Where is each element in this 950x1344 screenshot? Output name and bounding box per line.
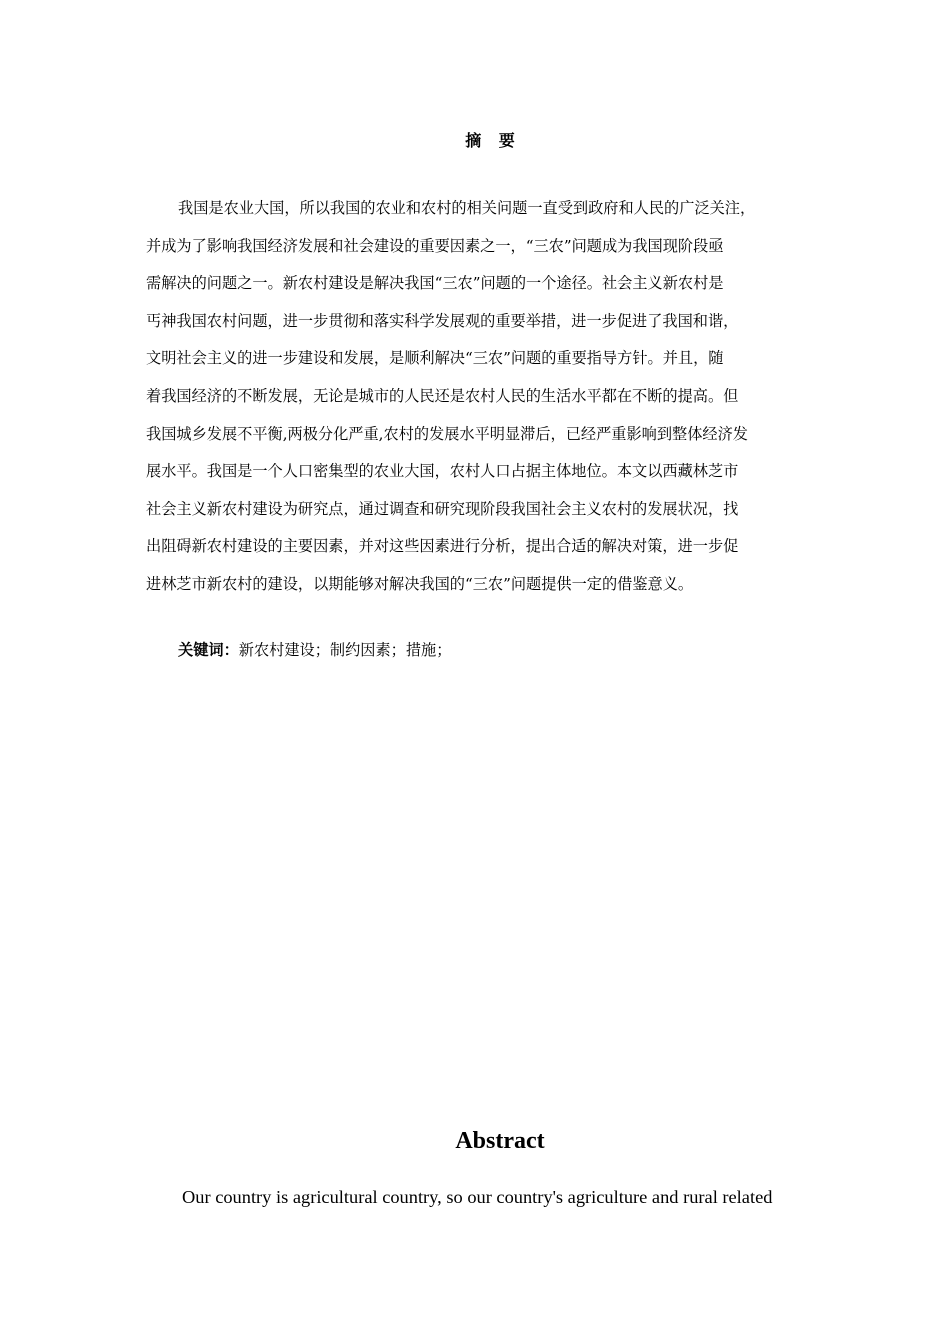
- abstract-line: 我国是农业大国，所以我国的农业和农村的相关问题一直受到政府和人民的广泛关注，: [178, 199, 756, 217]
- abstract-line: 出阻碍新农村建设的主要因素，并对这些因素进行分析，提出合适的解决对策，进一步促: [146, 537, 739, 556]
- abstract-line: 着我国经济的不断发展，无论是城市的人民还是农村人民的生活水平都在不断的提高。但: [146, 386, 739, 405]
- abstract-line: 展水平。我国是一个人口密集型的农业大国，农村人口占据主体地位。本文以西藏林芝市: [146, 462, 739, 481]
- english-abstract-title: Abstract: [455, 1128, 545, 1154]
- abstract-line: 并成为了影响我国经济发展和社会建设的重要因素之一，“三农”问题成为我国现阶段亟: [146, 236, 724, 255]
- abstract-line: 丐神我国农村问题，进一步贯彻和落实科学发展观的重要举措，进一步促进了我国和谐，: [146, 311, 739, 330]
- abstract-line: 社会主义新农村建设为研究点，通过调查和研究现阶段我国社会主义农村的发展状况，找: [146, 499, 739, 518]
- abstract-line: 进林芝市新农村的建设，以期能够对解决我国的“三农”问题提供一定的借鉴意义。: [146, 574, 694, 593]
- chinese-abstract-title: 摘 要: [465, 131, 521, 150]
- keywords-row: [178, 638, 451, 662]
- abstract-line: 文明社会主义的进一步建设和发展，是顺利解决“三农”问题的重要指导方针。并且，随: [146, 349, 724, 368]
- chinese-abstract-body: [146, 192, 808, 606]
- abstract-line: 需解决的问题之一。新农村建设是解决我国“三农”问题的一个途径。社会主义新农村是: [146, 274, 724, 293]
- keywords-label: 关键词：: [178, 641, 239, 659]
- keywords-value: 新农村建设；制约因素；措施；: [238, 641, 452, 659]
- english-abstract-text: Our country is agricultural country, so our country's agriculture and rural related: [182, 1187, 773, 1207]
- abstract-line: 我国城乡发展不平衡,两极分化严重,农村的发展水平明显滞后，已经严重影响到整体经济发: [146, 424, 748, 443]
